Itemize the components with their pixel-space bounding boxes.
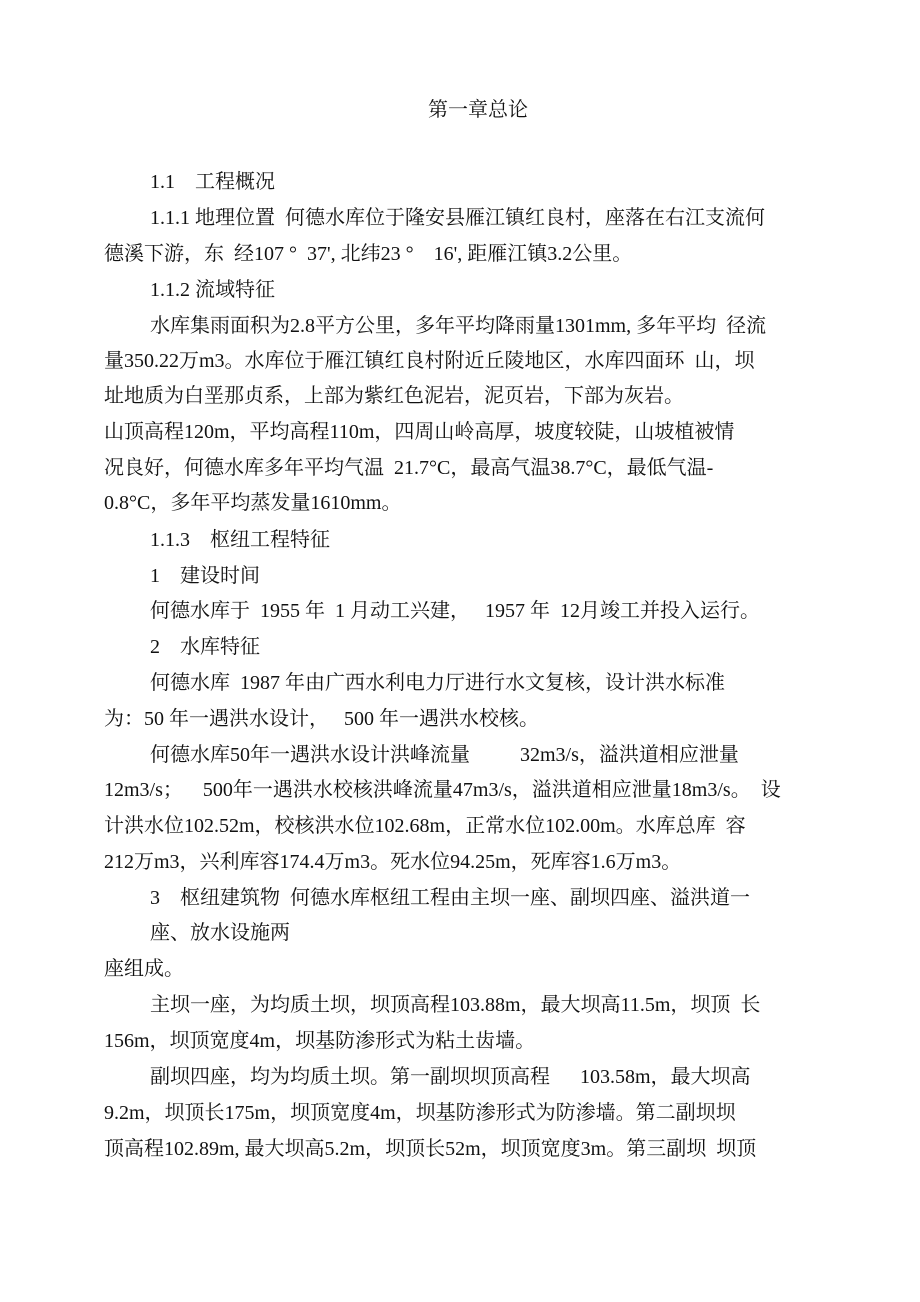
text-line: 何德水库50年一遇洪水设计洪峰流量 32m3/s，溢洪道相应泄量: [150, 744, 739, 766]
text-line: 1.1.1 地理位置 何德水库位于隆安县雁江镇红良村，座落在右江支流何: [150, 207, 765, 229]
text-line: 况良好，何德水库多年平均气温 21.7°C，最高气温38.7°C，最低气温-: [104, 457, 714, 479]
text-line: 山顶高程120m，平均高程110m，四周山岭高厚，坡度较陡，山坡植被情: [104, 421, 735, 443]
text-line: 址地质为白垩那贞系，上部为紫红色泥岩，泥页岩，下部为灰岩。: [104, 385, 684, 407]
text-line: 何德水库 1987 年由广西水利电力厅进行水文复核，设计洪水标准: [150, 672, 725, 694]
text-line: 0.8°C，多年平均蒸发量1610mm。: [104, 492, 402, 514]
text-line: 主坝一座，为均质土坝，坝顶高程103.88m，最大坝高11.5m，坝顶 长: [150, 994, 761, 1016]
text-line: 座、放水设施两: [150, 922, 290, 944]
text-line: 水库集雨面积为2.8平方公里，多年平均降雨量1301mm, 多年平均 径流: [150, 315, 767, 337]
text-line: 何德水库于 1955 年 1 月动工兴建， 1957 年 12月竣工并投入运行。: [150, 600, 760, 622]
text-line: 为：50 年一遇洪水设计， 500 年一遇洪水校核。: [104, 708, 539, 730]
text-line: 计洪水位102.52m，校核洪水位102.68m，正常水位102.00m。水库总库 容: [104, 815, 746, 837]
text-line: 1.1.2 流域特征: [150, 279, 275, 301]
text-line: 12m3/s； 500年一遇洪水校核洪峰流量47m3/s，溢洪道相应泄量18m3/s。 设: [104, 779, 781, 801]
text-line: 1 建设时间: [150, 565, 260, 587]
text-line: 1.1.3 枢纽工程特征: [150, 529, 330, 551]
text-line: 顶高程102.89m, 最大坝高5.2m，坝顶长52m，坝顶宽度3m。第三副坝 坝顶: [104, 1138, 757, 1160]
text-line: 量350.22万m3。水库位于雁江镇红良村附近丘陵地区，水库四面环 山，坝: [104, 350, 755, 372]
text-line: 1.1 工程概况: [150, 171, 275, 193]
text-line: 212万m3，兴利库容174.4万m3。死水位94.25m，死库容1.6万m3。: [104, 851, 682, 873]
text-line: 9.2m，坝顶长175m，坝顶宽度4m，坝基防渗形式为防渗墙。第二副坝坝: [104, 1102, 736, 1124]
text-line: 2 水库特征: [150, 636, 260, 658]
text-line: 3 枢纽建筑物 何德水库枢纽工程由主坝一座、副坝四座、溢洪道一: [150, 887, 750, 909]
text-line: 156m，坝顶宽度4m，坝基防渗形式为粘土齿墙。: [104, 1030, 536, 1052]
text-line: 座组成。: [104, 958, 184, 980]
chapter-title: 第一章总论: [428, 99, 528, 121]
text-line: 副坝四座，均为均质土坝。第一副坝坝顶高程 103.58m，最大坝高: [150, 1066, 751, 1088]
text-line: 德溪下游，东 经107 ° 37', 北纬23 ° 16', 距雁江镇3.2公里。: [104, 243, 633, 265]
